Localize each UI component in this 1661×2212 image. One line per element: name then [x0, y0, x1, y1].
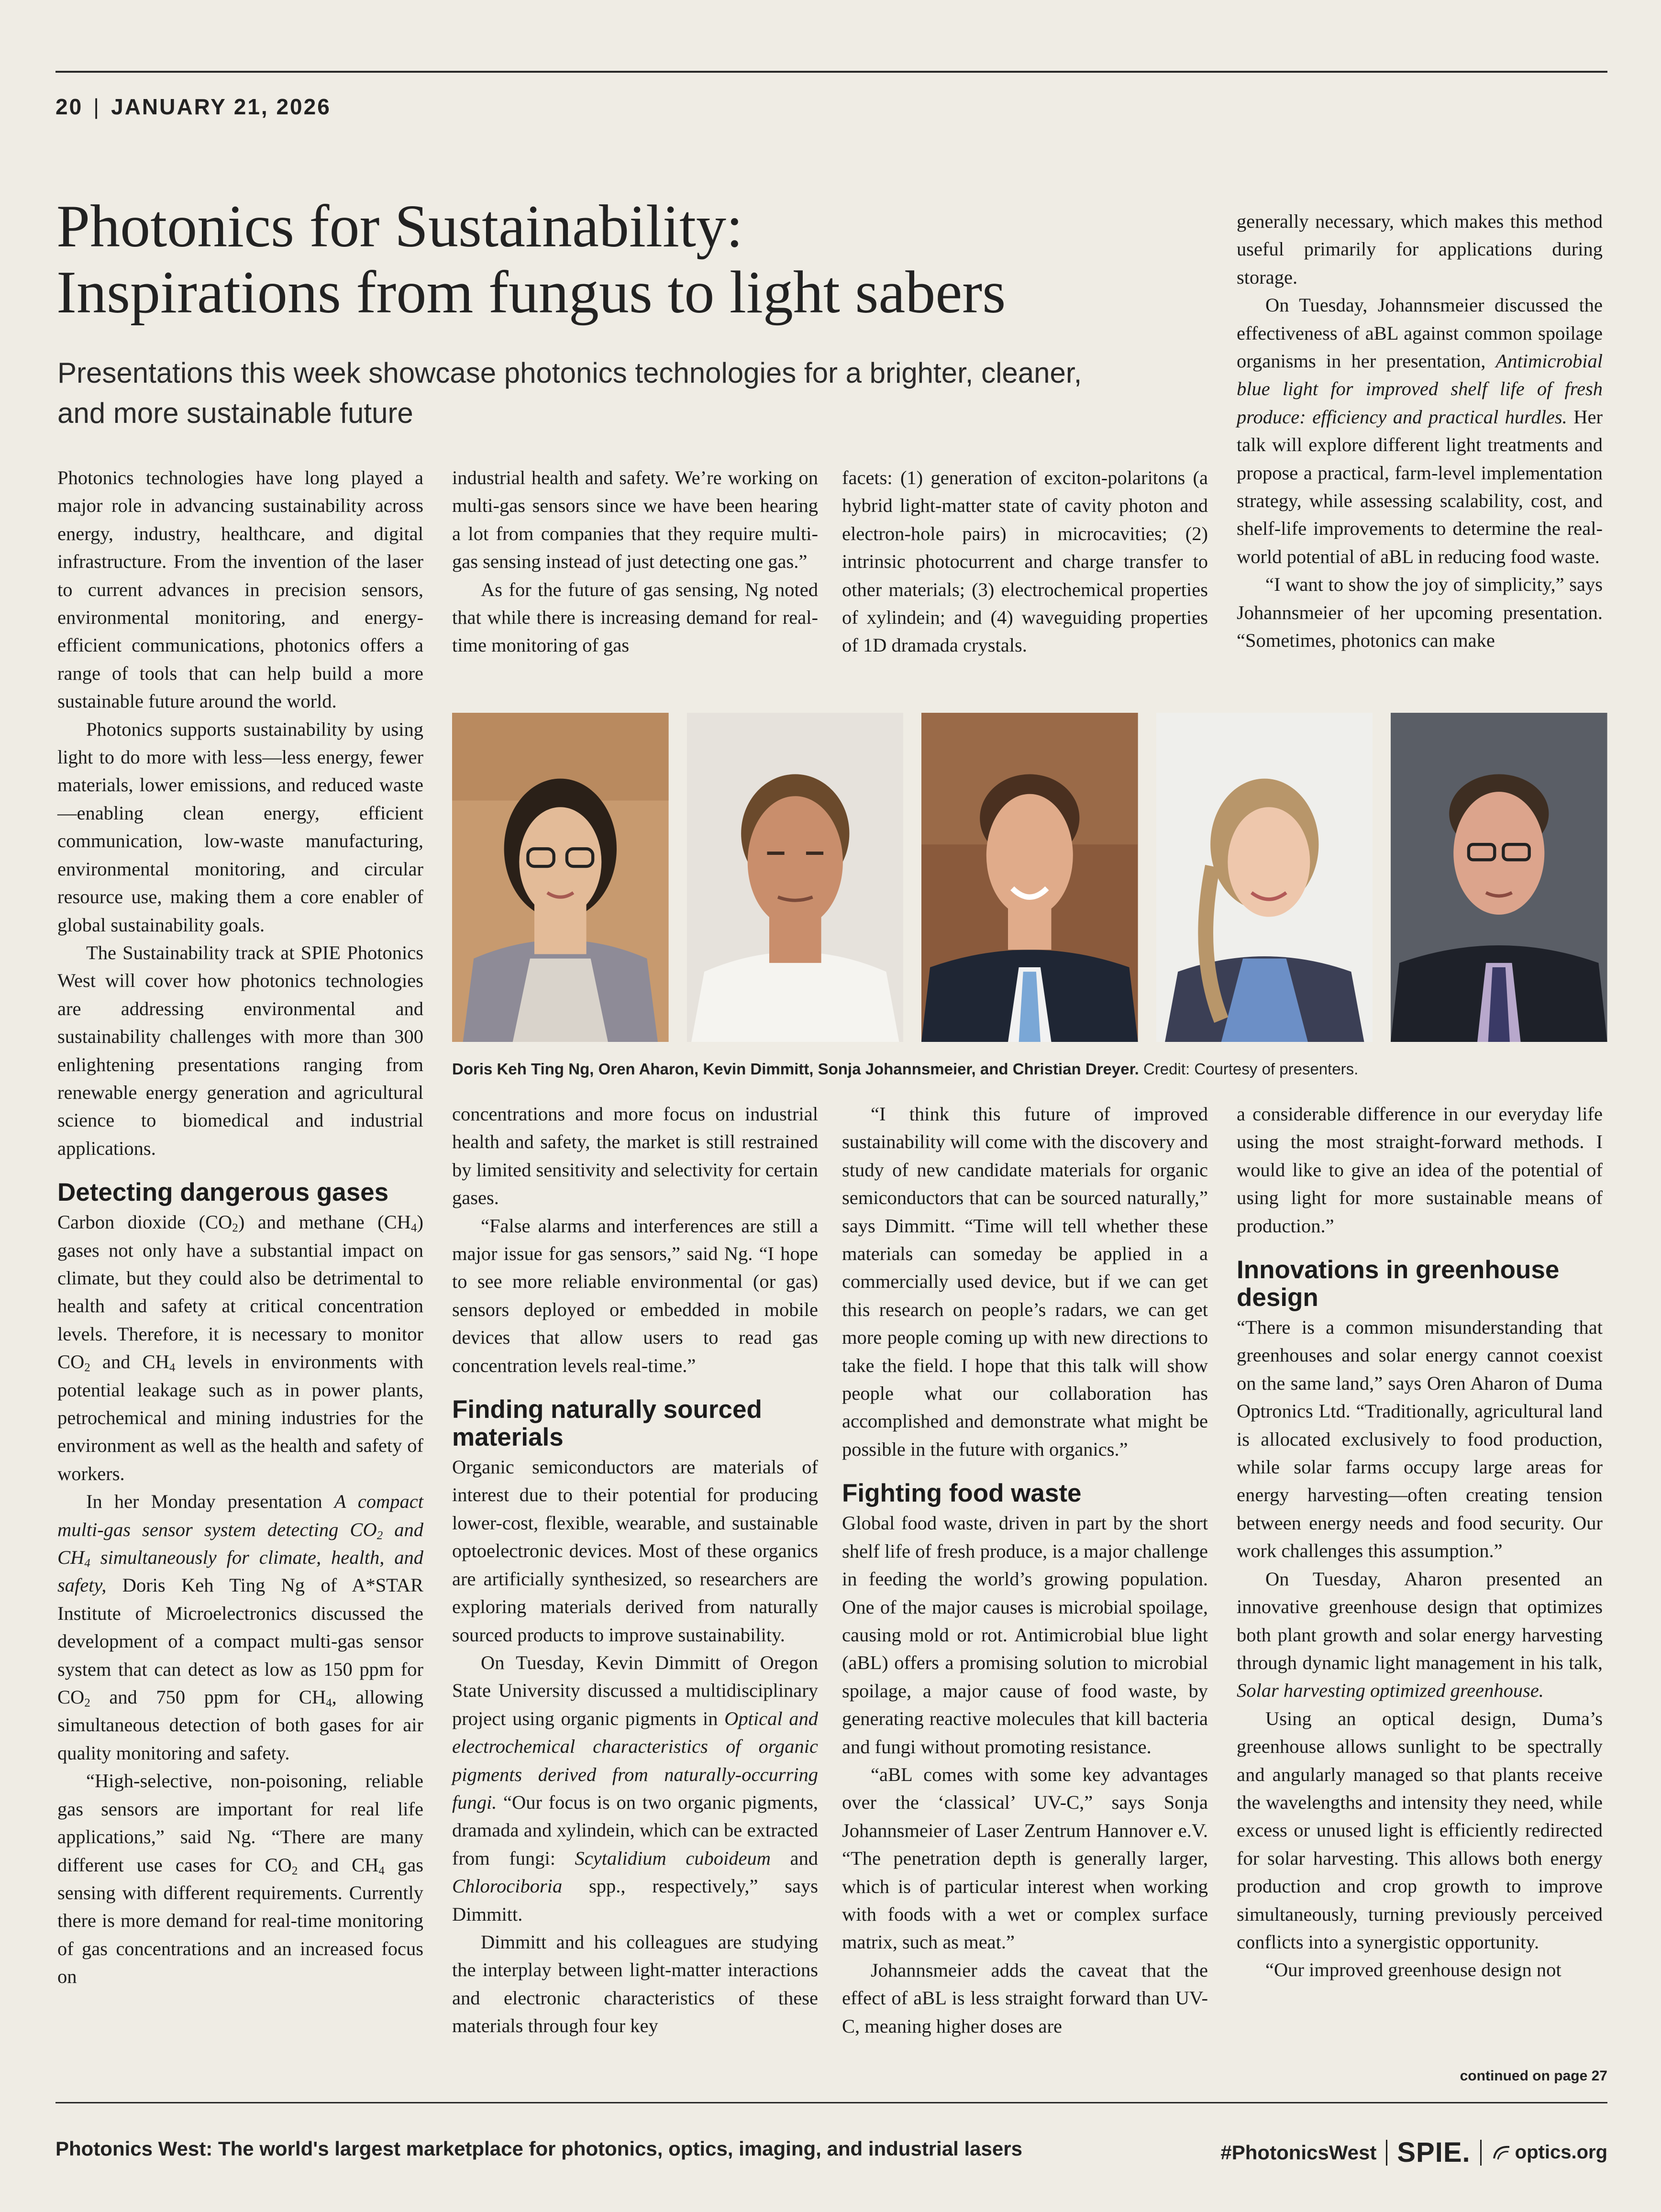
- paragraph: Using an optical design, Duma’s greenhouse allows sunlight to be spectrally and angularly managed so that plants receive the wavelengths and intensity they need, while excess or unused light is efficiently redirected for solar harvesting. This allows both energy production and crop growth to improve simultaneously, turning previously perceived conflicts into a synergistic opportunity.: [1237, 1707, 1603, 1953]
- paragraph: The Sustainability track at SPIE Photonics West will cover how photonics technologies are addressing environmental and sustainability challenges with more than 300 enlightening presentations ranging from renewable energy generation and agricultural science to biomedical and industrial applications.: [57, 941, 423, 1159]
- continued-note: continued on page 27: [1460, 2068, 1607, 2084]
- footer-tagline: Photonics West: The world's largest marketplace for photonics, optics, imaging, and industrial lasers: [55, 2137, 1022, 2160]
- issue-date: JANUARY 21, 2026: [111, 94, 331, 119]
- photo-oren-aharon: [687, 713, 904, 1042]
- paragraph: a considerable difference in our everyday life using the most straight-forward methods. I would like to give an idea of the potential of using light for more sustainable means of production.”: [1237, 1103, 1603, 1237]
- footer-rule: [55, 2102, 1607, 2103]
- column-1: [57, 464, 423, 1991]
- column-3-top: [842, 464, 1208, 660]
- header-separator: |: [93, 94, 101, 119]
- paragraph: facets: (1) generation of exciton-polaritons (a hybrid light-matter state of cavity photon and electron-hole pairs) in microcavities; (2) intrinsic photocurrent and charge transfer to other materials; (3) electrochemical properties of xylindein; and (4) waveguiding properties of 1D dramada crystals.: [842, 467, 1208, 656]
- optics-org-text: optics.org: [1515, 2142, 1607, 2163]
- footer-divider: [1386, 2140, 1387, 2166]
- paragraph: Photonics supports sustainability by using light to do more with less—less energy, fewer materials, lower emissions, and reduced waste—enabling clean energy, efficient communication, low-waste manufacturing, environmental monitoring, and circular resource use, making them a core enabler of global sustainability goals.: [57, 718, 423, 936]
- photo-sonja-johannsmeier: [1156, 713, 1373, 1042]
- column-4-bottom: [1237, 1100, 1603, 1984]
- column-3-bottom: [842, 1100, 1208, 2040]
- spie-logo: SPIE.: [1397, 2137, 1471, 2168]
- caption-credit: Credit: Courtesy of presenters.: [1143, 1060, 1359, 1078]
- footer-branding: [1220, 2136, 1607, 2168]
- section-heading-natural-materials: Finding naturally sourced materials: [452, 1395, 762, 1452]
- column-2-top: [452, 464, 818, 660]
- photo-christian-dreyer: [1391, 713, 1607, 1042]
- paragraph: concentrations and more focus on industrial health and safety, the market is still restrained by limited sensitivity and selectivity for certain gases.: [452, 1103, 818, 1209]
- paragraph: Photonics technologies have long played a major role in advancing sustainability across energy, industry, healthcare, and digital infrastructure. From the invention of the laser to current advances in precision sensors, environmental monitoring, and energy-efficient communications, photonics offers a range of tools that can help build a more sustainable future around the world.: [57, 467, 423, 712]
- paragraph: “High-selective, non-poisoning, reliable gas sensors are important for real life applications,” said Ng. “There are many different use cases for $CO_2$ and $CH_4$ gas sensing with different requirements. Currently there is more demand for real-time monitoring of gas concentrations and an increased focus on: [57, 1770, 423, 1988]
- paragraph: On Tuesday, Johannsmeier discussed the effectiveness of aBL against common spoilage organisms in her presentation, Antimicrobial blue light for improved shelf life of fresh produce: efficiency and practical hurdles. Her talk will explore different light treatments and propose a practical, farm-level implementation strategy, while assessing scalability, cost, and shelf-life improvements to determine the real-world potential of aBL in reducing food waste.: [1237, 294, 1603, 567]
- optics-swirl-icon: [1491, 2142, 1512, 2163]
- footer-hashtag: #PhotonicsWest: [1220, 2141, 1377, 2164]
- section-heading-food-waste: Fighting food waste: [842, 1479, 1082, 1508]
- header-rule: [55, 71, 1607, 73]
- section-heading-detecting-gases: Detecting dangerous gases: [57, 1178, 389, 1207]
- paragraph: On Tuesday, Aharon presented an innovative greenhouse design that optimizes both plant growth and solar energy harvesting through dynamic light management in his talk, Solar harvesting optimized greenhouse.: [1237, 1568, 1603, 1702]
- paragraph: Global food waste, driven in part by the short shelf life of fresh produce, is a major challenge in feeding the world’s growing population. One of the major causes is microbial spoilage, causing mold or rot. Antimicrobial blue light (aBL) offers a promising solution to microbial spoilage, a major cause of food waste, by generating reactive molecules that kill bacteria and fungi without promoting resistance.: [842, 1512, 1208, 1758]
- paragraph: Dimmitt and his colleagues are studying the interplay between light-matter interactions and electronic characteristics of these materials through four key: [452, 1931, 818, 2037]
- paragraph: “I think this future of improved sustainability will come with the discovery and study of new candidate materials for organic semiconductors that can be sourced naturally,” says Dimmitt. “Time will tell whether these materials can someday be applied in a commercially used device, but if we can get this research on people’s radars, we can get more people coming up with new directions to take the field. I hope that this talk will show people what our collaboration has accomplished and demonstrate what might be possible in the future with organics.”: [842, 1103, 1208, 1460]
- paragraph: “False alarms and interferences are still a major issue for gas sensors,” said Ng. “I hope to see more reliable environmental (or gas) sensors deployed or embedded in mobile devices that allow users to read gas concentration levels real-time.”: [452, 1215, 818, 1376]
- presenter-photos: [452, 713, 1607, 1042]
- page-header: [55, 94, 331, 120]
- paragraph: industrial health and safety. We’re working on multi-gas sensors since we have been hearing a lot from companies that they require multi-gas sensing instead of just detecting one gas.”: [452, 467, 818, 573]
- paragraph: “There is a common misunderstanding that greenhouses and solar energy cannot coexist on the same land,” says Oren Aharon of Duma Optronics Ltd. “Traditionally, agricultural land is allocated exclusively to food production, while solar farms occupy large areas for energy harvesting—often creating tension between energy needs and food security. Our work challenges this assumption.”: [1237, 1316, 1603, 1562]
- photo-doris-ng: [452, 713, 669, 1042]
- paragraph: Organic semiconductors are materials of interest due to their potential for producing lower-cost, flexible, wearable, and sustainable optoelectronic devices. Most of these organics are artificially synthesized, so researchers are exploring materials derived from naturally sourced products to improve sustainability.: [452, 1456, 818, 1646]
- paragraph: “aBL comes with some key advantages over the ‘classical’ UV-C,” says Sonja Johannsmeier of Laser Zentrum Hannover e.V. “The penetration depth is generally larger, which is of particular interest when working with foods with a wet or complex surface matrix, such as meat.”: [842, 1763, 1208, 1953]
- article-title: [56, 194, 1181, 326]
- section-heading-greenhouse: Innovations in greenhouse design: [1237, 1256, 1560, 1312]
- article-subtitle: Presentations this week showcase photonics technologies for a brighter, cleaner, and more sustainable future: [57, 357, 1082, 429]
- column-2-bottom: [452, 1100, 818, 2040]
- caption-names: Doris Keh Ting Ng, Oren Aharon, Kevin Dimmitt, Sonja Johannsmeier, and Christian Dreyer.: [452, 1060, 1139, 1078]
- paragraph: In her Monday presentation A compact multi-gas sensor system detecting $CO_2$ and $CH_4$ simultaneously for climate, health, and safety, Doris Keh Ting Ng of A*STAR Institute of Microelectronics discussed the development of a compact multi-gas sensor system that can detect as low as 150 ppm for $CO_2$ and 750 ppm for $CH_4$, allowing simultaneous detection of both gases for air quality monitoring and safety.: [57, 1491, 424, 1764]
- paragraph: “Our improved greenhouse design not: [1265, 1959, 1561, 1981]
- title-line-1: Photonics for Sustainability:: [56, 193, 743, 260]
- paragraph: Johannsmeier adds the caveat that the effect of aBL is less straight forward than UV-C, meaning higher doses are: [842, 1959, 1208, 2037]
- photo-kevin-dimmitt: [921, 713, 1138, 1042]
- title-line-2: Inspirations from fungus to light sabers: [56, 259, 1006, 326]
- paragraph: “I want to show the joy of simplicity,” says Johannsmeier of her upcoming presentation. “Sometimes, photonics can make: [1237, 574, 1603, 652]
- page-number: 20: [55, 94, 83, 119]
- photo-caption: [452, 1060, 1624, 1078]
- optics-org-logo: [1491, 2142, 1607, 2163]
- footer-divider: [1480, 2140, 1482, 2166]
- paragraph: As for the future of gas sensing, Ng noted that while there is increasing demand for real-time monitoring of gas: [452, 578, 818, 656]
- paragraph: generally necessary, which makes this method useful primarily for applications during storage.: [1237, 210, 1603, 288]
- column-4-top: [1237, 208, 1603, 655]
- paragraph: Carbon dioxide $(CO_2)$ and methane $(CH_4)$ gases not only have a substantial impact on climate, but they could also be detrimental to health and safety at critical concentration levels. Therefore, it is necessary to monitor $CO_2$ and $CH_4$ levels in environments with potential leakage such as in power plants, petrochemical and mining industries for the environment as well as the health and safety of workers.: [57, 1211, 423, 1484]
- paragraph: On Tuesday, Kevin Dimmitt of Oregon State University discussed a multidisciplinary project using organic pigments in Optical and electrochemical characteristics of organic pigments derived from naturally-occurring fungi. “Our focus is on two organic pigments, dramada and xylindein, which can be extracted from fungi: Scytalidium cuboideum and Chlorociboria spp., respectively,” says Dimmitt.: [452, 1651, 818, 1925]
